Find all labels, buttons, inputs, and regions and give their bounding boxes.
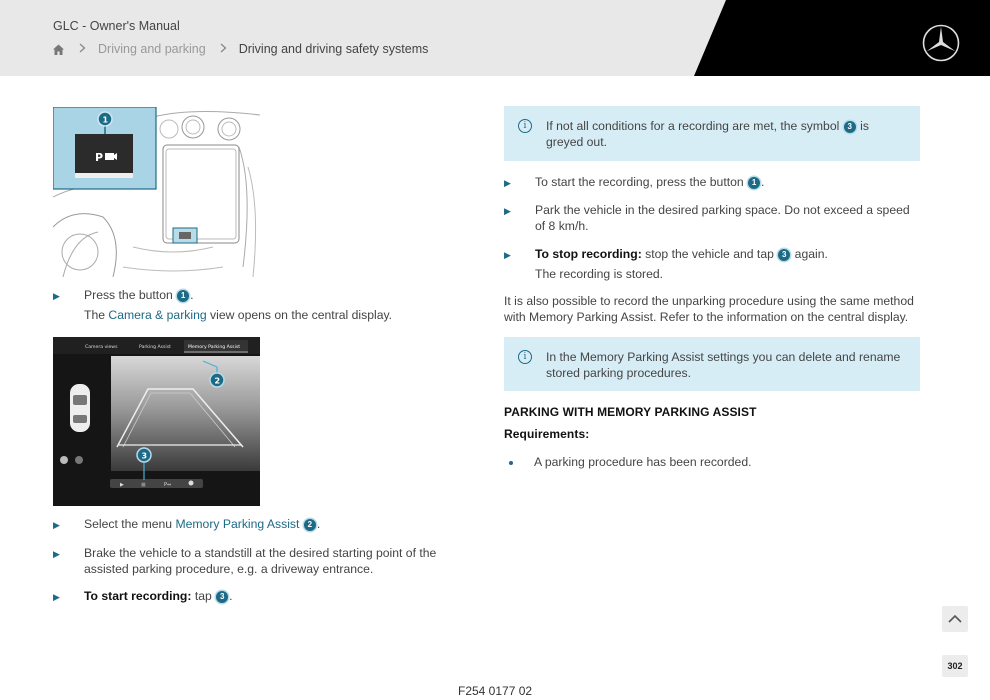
breadcrumb-current: Driving and driving safety systems: [238, 42, 429, 56]
arrow-bullet-icon: ▶: [53, 592, 60, 602]
requirements-label: Requirements:: [504, 427, 590, 441]
arrow-bullet-icon: ▶: [53, 549, 60, 559]
section-heading: PARKING WITH MEMORY PARKING ASSIST: [504, 405, 757, 419]
memory-parking-assist-link[interactable]: Memory Parking Assist: [175, 517, 300, 531]
mercedes-star-icon: [921, 23, 961, 68]
step-select-menu: ▶ Select the menu Memory Parking Assist 2 .: [53, 517, 321, 531]
arrow-bullet-icon: ▶: [504, 206, 511, 216]
cockpit-illustration: [53, 107, 260, 277]
info-box-conditions: i If not all conditions for a recording are met, the symbol 3 is greyed out.: [504, 106, 920, 161]
page-number-button[interactable]: 302: [942, 655, 968, 677]
info-icon: i: [518, 119, 532, 133]
number-badge: 3: [844, 121, 856, 133]
bar-label: P⇔: [164, 482, 172, 488]
chevron-right-icon: [220, 42, 227, 56]
chevron-up-icon: [942, 606, 968, 632]
unparking-paragraph: It is also possible to record the unparking procedure using the same method with Memory Parking Assist. Refer to the information on the central display.: [504, 294, 914, 324]
memory-parking-display-image: [53, 337, 260, 506]
arrow-bullet-icon: ▶: [53, 291, 60, 301]
number-badge: 1: [177, 290, 189, 302]
arrow-bullet-icon: ▶: [504, 178, 511, 188]
bullet-dot-icon: [509, 461, 513, 465]
step-press-button: ▶ Press the button 1 . The Camera & parking view opens on the central display.: [53, 288, 393, 322]
step-park-vehicle: ▶ Park the vehicle in the desired parking space. Do not exceed a speed of 8 km/h.: [504, 203, 910, 233]
list-item: A parking procedure has been recorded.: [504, 455, 920, 469]
tab-camera-views: Camera views: [85, 345, 118, 350]
app-title: GLC - Owner's Manual: [53, 19, 180, 33]
info-icon: i: [518, 350, 532, 364]
step-press-record-button: ▶ To start the recording, press the button 1 .: [504, 175, 765, 189]
tab-parking-assist: Parking Assist: [139, 345, 171, 350]
header: [0, 0, 990, 76]
info-box-settings: i In the Memory Parking Assist settings you can delete and rename stored parking procedures.: [504, 337, 920, 391]
number-badge: 3: [216, 591, 228, 603]
svg-text:P: P: [95, 151, 104, 164]
callout-3: 3: [141, 451, 148, 461]
tab-memory-parking-assist: Memory Parking Assist: [188, 345, 241, 350]
number-badge: 2: [304, 519, 316, 531]
breadcrumb: [52, 42, 428, 56]
callout-2: 2: [214, 376, 221, 386]
breadcrumb-driving-and-parking[interactable]: Driving and parking: [98, 42, 206, 56]
svg-text:■: ■: [141, 482, 146, 488]
chevron-right-icon: [79, 42, 86, 56]
number-badge: 3: [778, 249, 790, 261]
step-brake-vehicle: ▶ Brake the vehicle to a standstill at the desired starting point of the assisted parking procedure, e.g. a driveway entrance.: [53, 546, 437, 576]
step-stop-recording: ▶ To stop recording: stop the vehicle and tap 3 again. The recording is stored.: [504, 247, 828, 281]
home-icon[interactable]: [52, 43, 65, 56]
scroll-to-top-button[interactable]: [942, 606, 968, 632]
camera-parking-link[interactable]: Camera & parking: [108, 308, 207, 322]
arrow-bullet-icon: ▶: [504, 250, 511, 260]
figure-code: F254 0177 02: [458, 684, 533, 698]
svg-text:▶: ▶: [120, 482, 124, 488]
step-start-recording: ▶ To start recording: tap 3 .: [53, 589, 233, 603]
callout-1: 1: [102, 115, 109, 125]
arrow-bullet-icon: ▶: [53, 520, 60, 530]
number-badge: 1: [748, 177, 760, 189]
